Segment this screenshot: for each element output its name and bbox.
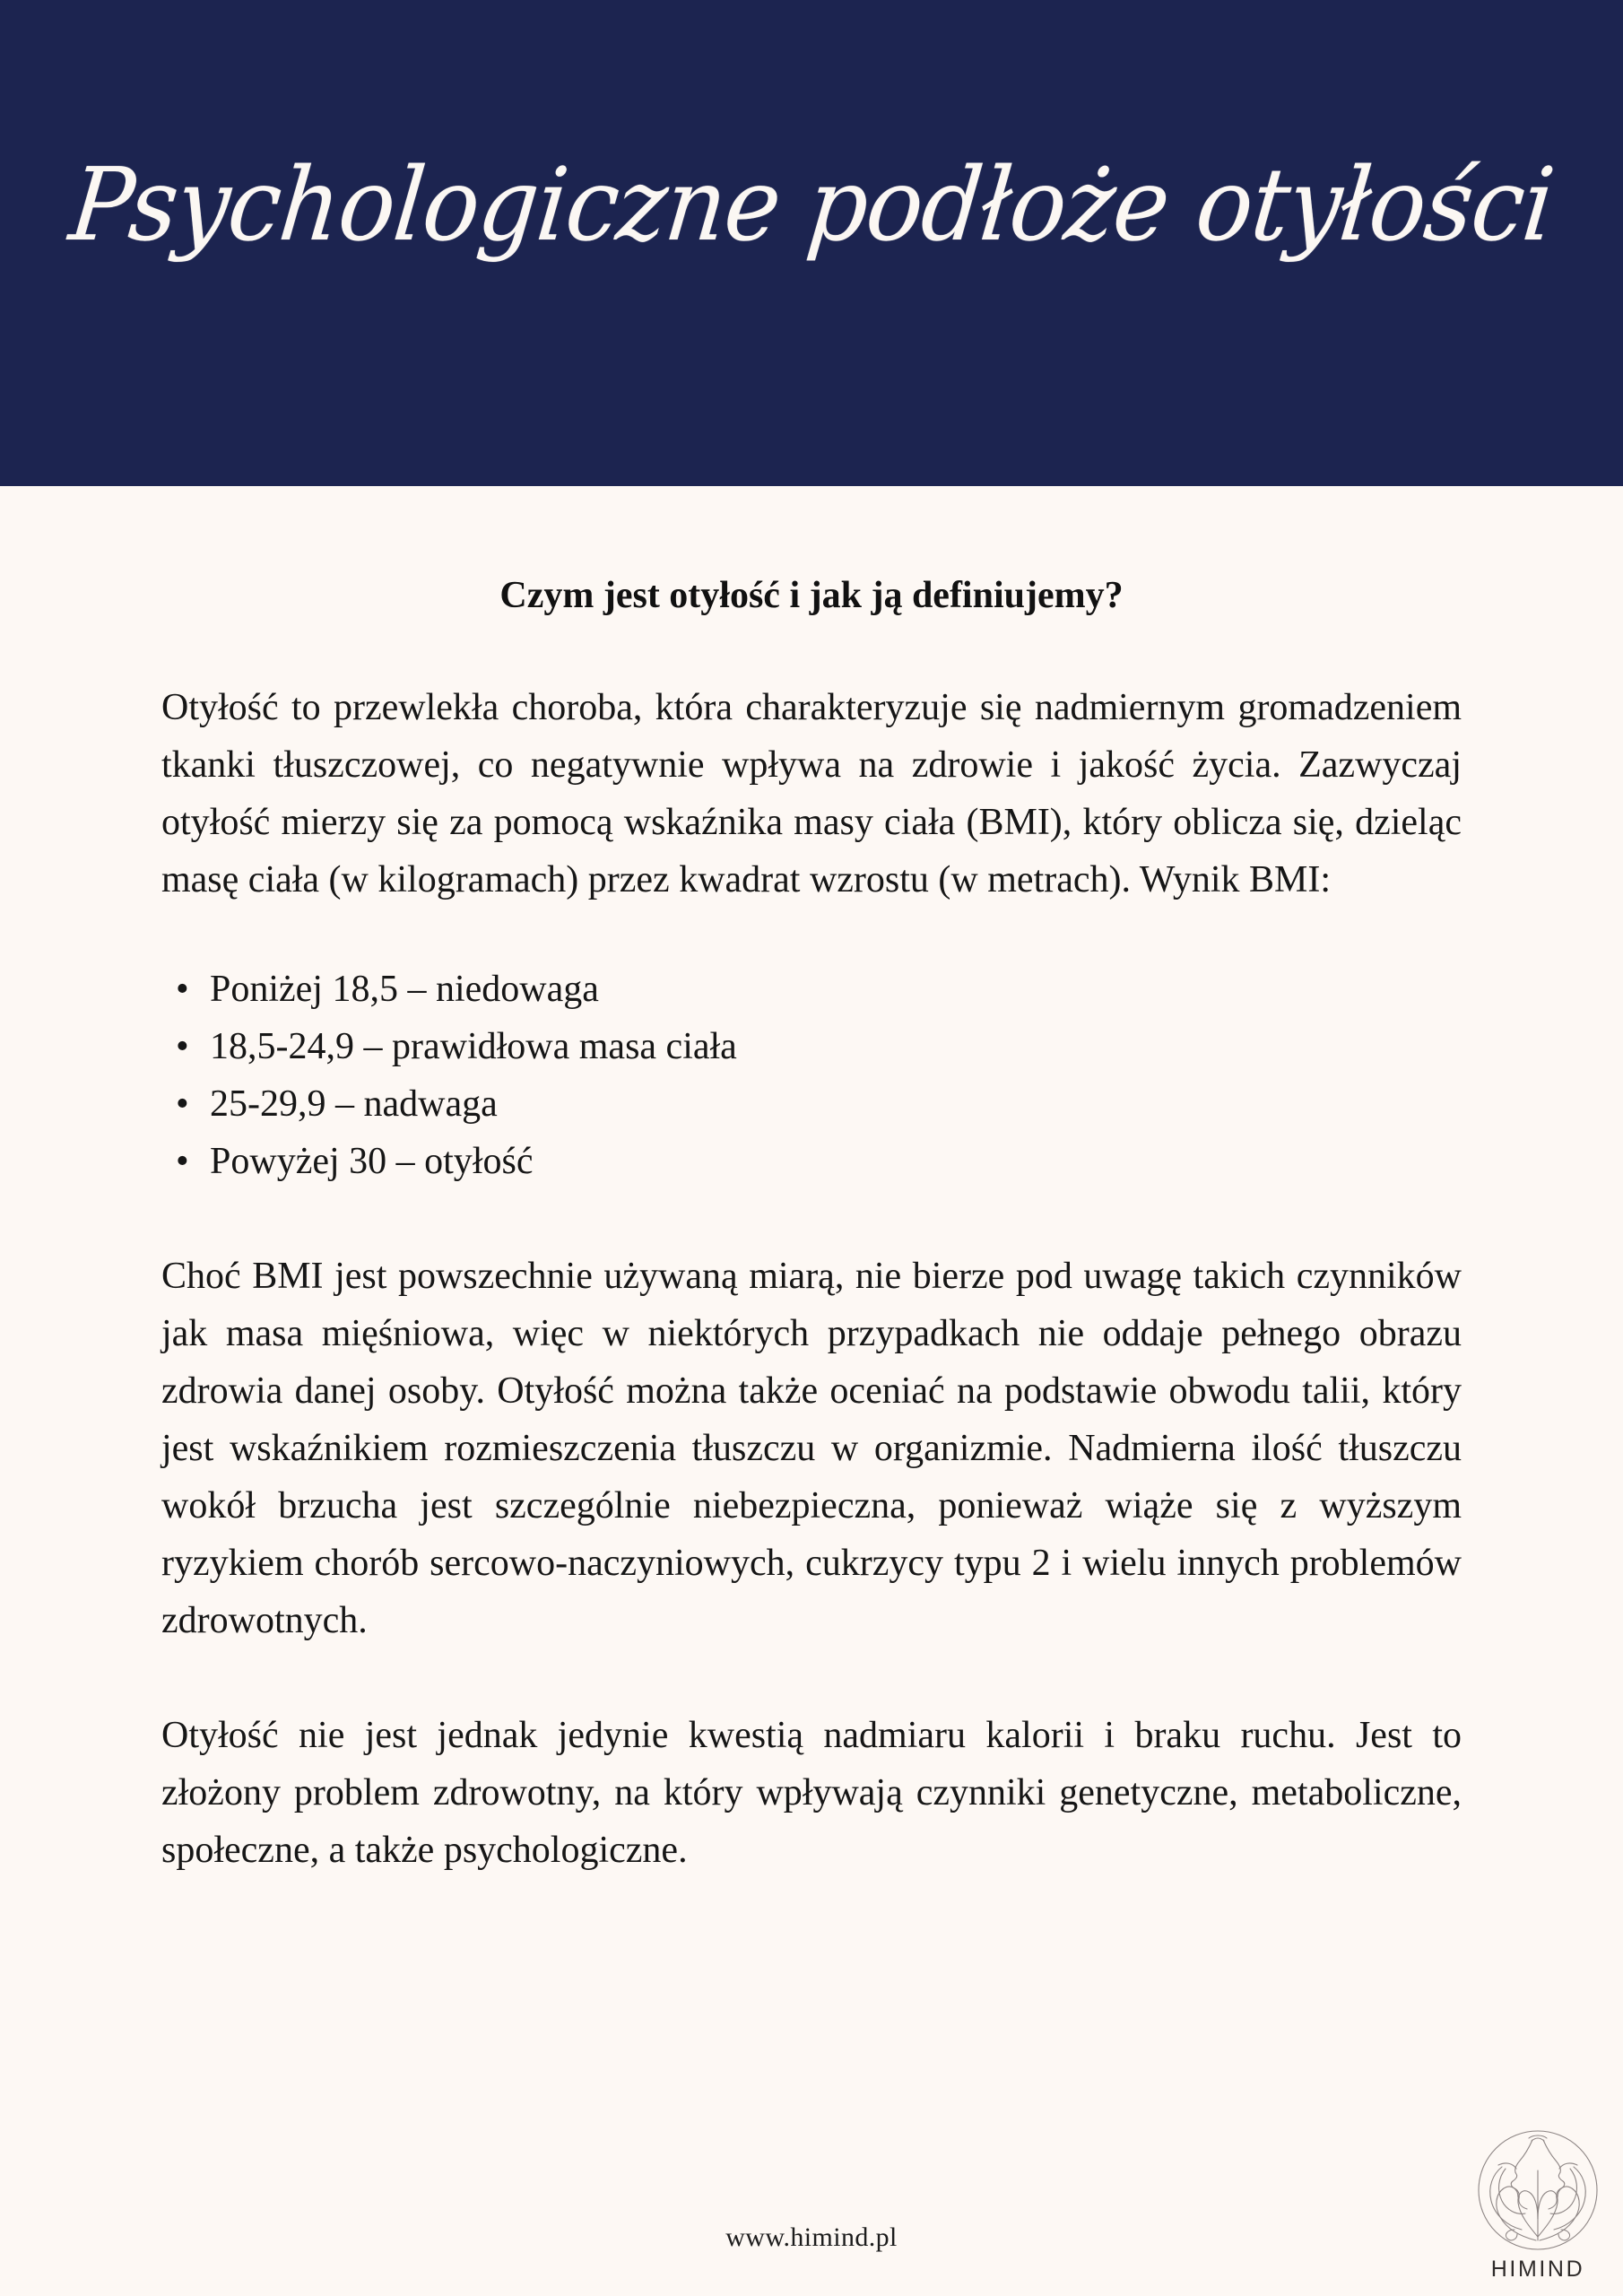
paragraph-definition: Otyłość to przewlekła choroba, która charakteryzuje się nadmiernym gromadzeniem tkanki tłuszczowej, co negatywnie wpływa na zdrowie i jakość życia. Zazwyczaj otyłość mierzy się za pomocą wskaźnika masy ciała (BMI), który oblicza się, dzieląc masę ciała (w kilogramach) przez kwadrat wzrostu (w metrach). Wynik BMI: (161, 686, 1462, 900)
brand-wordmark: HIMIND (1490, 2257, 1585, 2282)
list-item (176, 1075, 1462, 1133)
list-item-label: Powyżej 30 – otyłość (210, 1140, 534, 1182)
list-item (176, 1133, 1462, 1190)
bullet-icon: • (176, 1083, 189, 1125)
footer-website-url[interactable]: www.himind.pl (725, 2222, 898, 2252)
brand-logo (1457, 2118, 1619, 2283)
list-item (176, 961, 1462, 1018)
himind-faces-leaves-circle-logo-icon (1466, 2118, 1610, 2262)
bullet-icon: • (176, 1140, 189, 1182)
bullet-icon: • (176, 1025, 189, 1067)
document-content (161, 486, 1462, 1879)
list-item (176, 1018, 1462, 1075)
list-item-label: 18,5-24,9 – prawidłowa masa ciała (210, 1025, 737, 1067)
header-band (0, 0, 1623, 486)
bullet-icon: • (176, 968, 189, 1010)
list-item-label: 25-29,9 – nadwaga (210, 1083, 498, 1125)
section-heading: Czym jest otyłość i jak ją definiujemy? (499, 575, 1124, 616)
bmi-range-list (161, 909, 1462, 1190)
list-item-label: Poniżej 18,5 – niedowaga (210, 968, 599, 1010)
paragraph-complex-condition: Otyłość nie jest jednak jedynie kwestią nadmiaru kalorii i braku ruchu. Jest to złożony problem zdrowotny, na który wpływają czynniki genetyczne, metaboliczne, społeczne, a także psychologiczne. (161, 1714, 1462, 1871)
page-title: Psychologiczne podłoże otyłości (64, 144, 1559, 264)
paragraph-bmi-limitations: Choć BMI jest powszechnie używaną miarą, nie bierze pod uwagę takich czynników jak masa mięśniowa, więc w niektórych przypadkach nie oddaje pełnego obrazu zdrowia danej osoby. Otyłość można także oceniać na podstawie obwodu talii, który jest wskaźnikiem rozmieszczenia tłuszczu w organizmie. Nadmierna ilość tłuszczu wokół brzucha jest szczególnie niebezpieczna, ponieważ wiąże się z wyższym ryzykiem chorób sercowo-naczyniowych, cukrzycy typu 2 i wielu innych problemów zdrowotnych. (161, 1255, 1462, 1641)
